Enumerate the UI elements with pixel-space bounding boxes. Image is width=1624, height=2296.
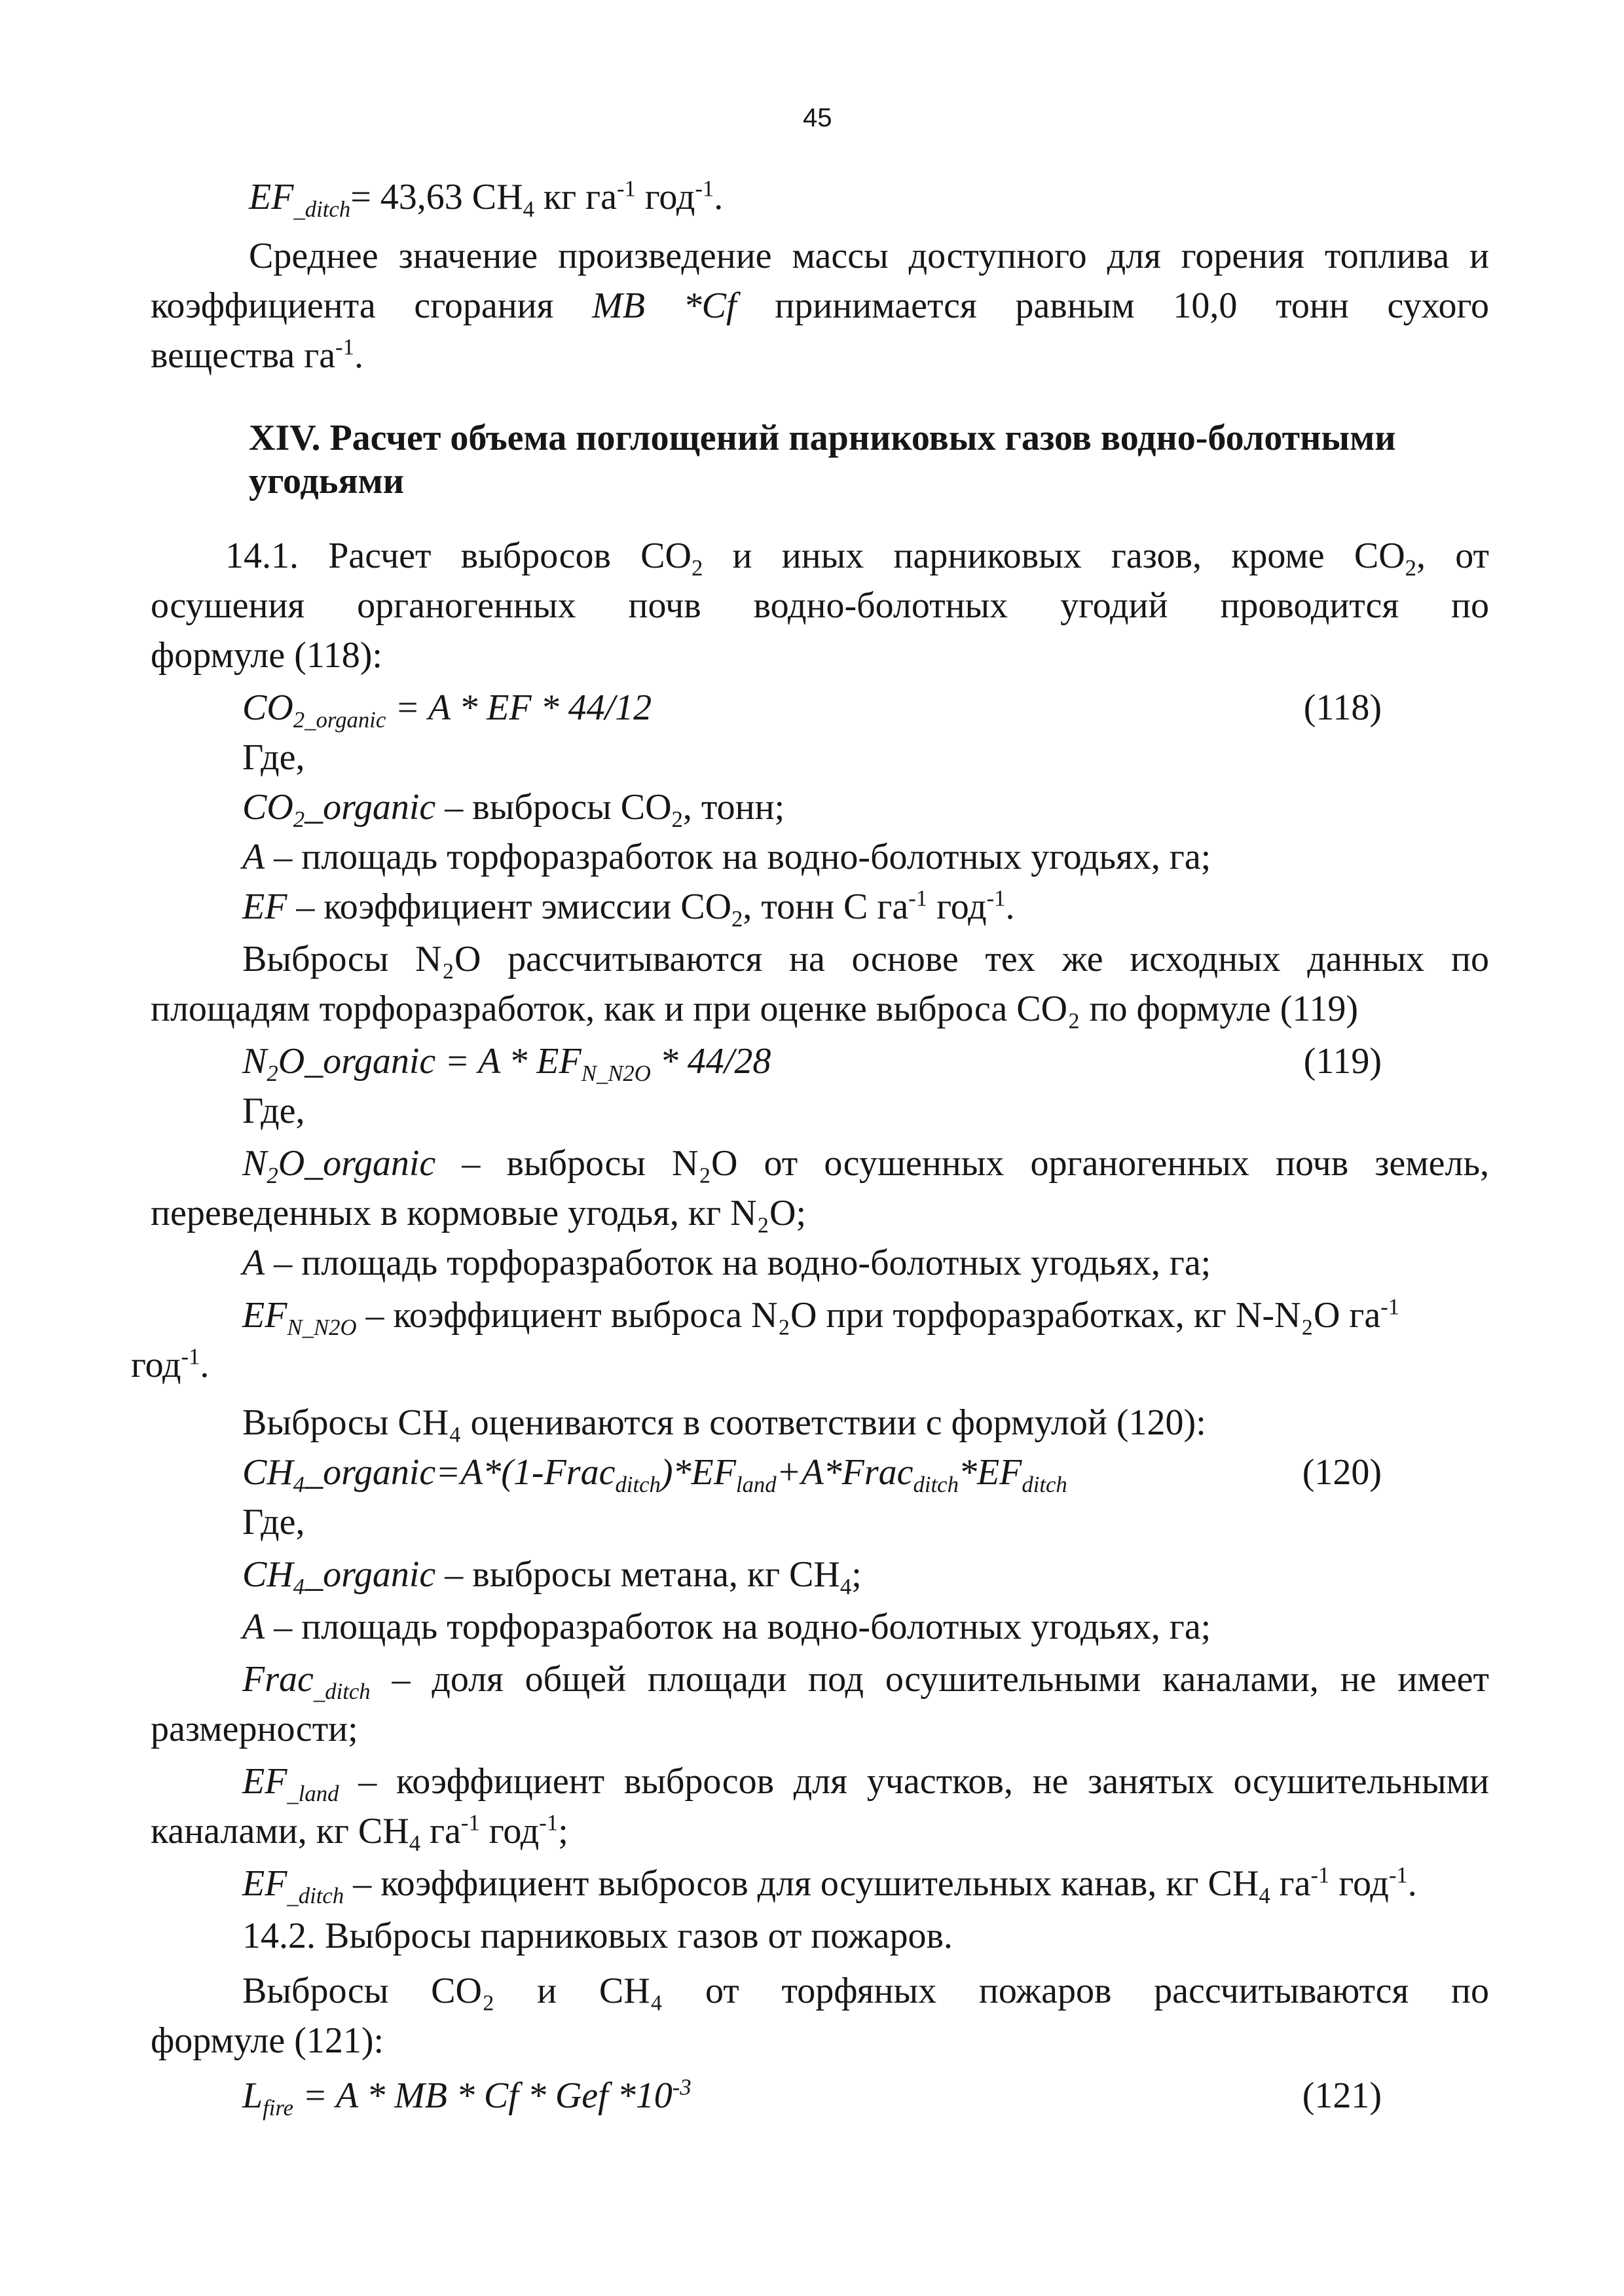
formula-121 — [242, 2074, 1382, 2121]
text: год — [927, 886, 987, 927]
text: и иных парниковых газов, кроме CO — [703, 536, 1405, 576]
symbol: EF — [242, 886, 287, 927]
period: . — [354, 335, 363, 376]
ef-ditch-value — [350, 175, 724, 223]
formula-119-expression — [242, 1041, 771, 1087]
text: – выбросы CO — [435, 787, 672, 828]
sub-2: 2 — [293, 807, 305, 833]
symbol: A — [242, 837, 265, 877]
period: . — [1005, 886, 1015, 927]
text: CO — [242, 787, 293, 828]
text: EF — [242, 1863, 287, 1904]
sub: 4 — [409, 1831, 421, 1857]
text: *EF — [958, 1452, 1022, 1493]
text: – площадь торфоразработок на водно-болотных угодьях, га; — [265, 1607, 1211, 1647]
sub-2: 2 — [731, 906, 743, 932]
text: )*EF — [660, 1452, 736, 1493]
sub: _ditch — [287, 1883, 344, 1909]
text: каналами, кг CH — [151, 1811, 409, 1851]
text: N — [242, 1041, 267, 1082]
text: = A * MB * Cf * Gef *10 — [293, 2075, 673, 2116]
paragraph-mb-cf-line-1: Среднее значение произведение массы доступного для горения топлива и — [249, 236, 1489, 276]
formula-120-number: (120) — [1302, 1452, 1382, 1493]
sup: -1 — [986, 885, 1006, 911]
formula-118 — [242, 686, 1382, 733]
text: _organic — [304, 787, 436, 828]
text: принимается равным 10,0 тонн сухого — [775, 285, 1490, 326]
sub: ditch — [615, 1472, 661, 1498]
sup: -1 — [908, 885, 928, 911]
ef-symbol: EF — [249, 177, 294, 217]
text: EF — [242, 1761, 287, 1802]
formula-119-number: (119) — [1303, 1041, 1382, 1082]
sub: N_N2O — [581, 1061, 651, 1087]
definition-ef-n2o-line-2 — [131, 1343, 1469, 1387]
text: +A*Frac — [776, 1452, 913, 1493]
text: L — [242, 2075, 263, 2116]
text: Frac — [242, 1659, 314, 1700]
sub: 4 — [293, 1574, 305, 1600]
symbol — [242, 1143, 436, 1189]
definition-a-120 — [242, 1605, 1581, 1649]
text: – выбросы N₂O от осушенных органогенных почв земель, — [462, 1143, 1489, 1184]
formula-121-expression — [242, 2074, 692, 2121]
text: – доля общей площади под осушительными каналами, не имеет — [392, 1659, 1489, 1700]
period: . — [714, 177, 724, 217]
where-label: Где, — [242, 1091, 305, 1131]
sup: -1 — [539, 1810, 559, 1836]
ch4-subscript: 4 — [523, 196, 534, 223]
definition-a-119 — [242, 1241, 1581, 1285]
paragraph-fire-line-2: формуле (121): — [151, 2020, 384, 2061]
text: _organic=A*(1-Frac — [304, 1452, 616, 1493]
symbol: A — [242, 1607, 265, 1647]
symbol — [242, 1863, 344, 1909]
sup: -1 — [181, 1343, 200, 1370]
section-heading-line-2: угодьями — [249, 461, 405, 501]
text: O_organic = A * EF — [278, 1041, 581, 1082]
text: , тонн; — [682, 787, 785, 828]
paragraph-n2o-line-1: Выбросы N₂O рассчитываются на основе тех же исходных данных по — [242, 939, 1489, 979]
text: – площадь торфоразработок на водно-болотных угодьях, га; — [265, 837, 1211, 877]
sub: 4 — [1259, 1883, 1270, 1909]
sub-2: 2 — [691, 555, 703, 581]
symbol — [242, 787, 436, 833]
sup-minus-one: -1 — [695, 175, 714, 202]
text: O_organic — [278, 1143, 436, 1184]
paragraph-mb-cf-line-3 — [151, 334, 1489, 377]
paragraph-fire-line-1: Выбросы CO₂ и CH₄ от торфяных пожаров рассчитываются по — [242, 1971, 1489, 2011]
symbol: A — [242, 1243, 265, 1283]
where-label: Где, — [242, 1502, 305, 1542]
sup-minus-one: -1 — [616, 175, 636, 202]
definition-ef-ditch — [242, 1862, 1581, 1909]
text: – выбросы метана, кг CH — [435, 1554, 840, 1595]
text: CH — [242, 1452, 293, 1493]
definition-frac-ditch-line-1 — [242, 1658, 1489, 1705]
sub: _ditch — [313, 1679, 371, 1705]
definition-n2o-organic-line-2: переведенных в кормовые угодья, кг N₂O; — [151, 1193, 807, 1233]
formula-121-number: (121) — [1302, 2075, 1382, 2116]
sub: land — [735, 1472, 777, 1498]
sup: -1 — [1388, 1862, 1408, 1888]
page-number: 45 — [803, 103, 832, 132]
text: = A * EF * 44/12 — [386, 687, 652, 728]
text: год — [131, 1345, 181, 1385]
definition-frac-ditch-line-2: размерности; — [151, 1709, 358, 1749]
definition-ef-land-line-2 — [151, 1810, 1489, 1857]
formula-120 — [242, 1451, 1382, 1498]
ef-ditch-value-line — [249, 175, 1587, 223]
sub: ditch — [913, 1472, 959, 1498]
text: га — [1270, 1863, 1311, 1904]
symbol — [242, 1659, 371, 1705]
ef-ditch-number: = 43,63 CH — [350, 177, 523, 217]
formula-118-number: (118) — [1303, 687, 1382, 728]
symbol — [242, 1295, 357, 1341]
text: вещества га — [151, 335, 336, 376]
formula-120-expression — [242, 1452, 1067, 1498]
paragraph-14-1-line-3: формуле (118): — [151, 635, 382, 676]
paragraph-ch4: Выбросы CH₄ оцениваются в соответствии с формулой (120): — [242, 1402, 1206, 1443]
sub: _land — [287, 1781, 339, 1807]
sub: ditch — [1022, 1472, 1067, 1498]
text: , от — [1416, 536, 1489, 576]
text: _organic — [304, 1554, 436, 1595]
period: . — [200, 1345, 210, 1385]
text: EF — [242, 1295, 287, 1336]
paragraph-14-1-line-2: осушения органогенных почв водно-болотных угодий проводится по — [151, 585, 1489, 626]
text: га — [420, 1811, 461, 1851]
text: – площадь торфоразработок на водно-болотных угодьях, га; — [265, 1243, 1211, 1283]
text: коэффициента сгорания — [151, 285, 554, 326]
text: год — [1329, 1863, 1389, 1904]
text: – коэффициент выбросов для участков, не занятых осушительными — [358, 1761, 1490, 1802]
symbol — [242, 1761, 339, 1807]
text: – коэффициент эмиссии CO — [287, 886, 732, 927]
text: 14.1. Расчет выбросов CO — [225, 536, 692, 576]
text: CO — [242, 687, 293, 728]
paragraph-14-2: 14.2. Выбросы парниковых газов от пожаров. — [242, 1916, 953, 1956]
text: ; — [558, 1811, 568, 1851]
definition-co2-organic — [242, 786, 1581, 833]
text: ; — [851, 1554, 862, 1595]
paragraph-14-1-line-1 — [225, 534, 1489, 581]
text: * 44/28 — [650, 1041, 771, 1082]
definition-ef-land-line-1 — [242, 1760, 1490, 1807]
formula-118-expression — [242, 687, 652, 733]
unit-kg-ha: кг га — [534, 177, 617, 217]
sub: N_N2O — [287, 1315, 357, 1341]
sup: -1 — [1310, 1862, 1330, 1888]
definition-a-118 — [242, 835, 1581, 879]
sub-2: 2 — [1405, 555, 1417, 581]
ditch-subscript: _ditch — [293, 196, 351, 223]
definition-ch4-organic — [242, 1553, 1581, 1600]
mb-cf-symbol: MB *Cf — [592, 285, 737, 326]
unit-year: год — [635, 177, 695, 217]
sup-minus-one: -1 — [335, 334, 354, 360]
symbol — [242, 1554, 436, 1600]
section-heading-line-1: XIV. Расчет объема поглощений парниковых газов водно-болотными — [249, 418, 1396, 458]
formula-119 — [242, 1040, 1382, 1087]
where-label: Где, — [242, 737, 305, 778]
text: , тонн C га — [743, 886, 909, 927]
text: – коэффициент выбросов для осушительных канав, кг CH — [344, 1863, 1259, 1904]
text: CH — [242, 1554, 293, 1595]
sub: 2_organic — [293, 707, 386, 733]
text: N — [242, 1143, 267, 1184]
sub: 4 — [840, 1574, 852, 1600]
sup: -3 — [672, 2074, 692, 2100]
definition-ef-118 — [242, 885, 1581, 932]
text: год — [479, 1811, 540, 1851]
paragraph-n2o-line-2: площадям торфоразработок, как и при оценке выброса CO₂ по формуле (119) — [151, 989, 1358, 1029]
sub: fire — [263, 2095, 294, 2121]
sub: 4 — [293, 1472, 305, 1498]
period: . — [1407, 1863, 1417, 1904]
sup: -1 — [460, 1810, 480, 1836]
definition-ef-n2o-line-1 — [242, 1294, 1581, 1341]
sub: 2 — [267, 1163, 278, 1189]
paragraph-mb-cf-line-2 — [151, 284, 1489, 327]
sup: -1 — [1380, 1294, 1400, 1320]
sub-2: 2 — [671, 807, 683, 833]
sub: 2 — [267, 1061, 278, 1087]
text: – коэффициент выброса N₂O при торфоразработках, кг N-N₂O га — [356, 1295, 1381, 1336]
definition-n2o-organic-line-1 — [242, 1142, 1489, 1189]
